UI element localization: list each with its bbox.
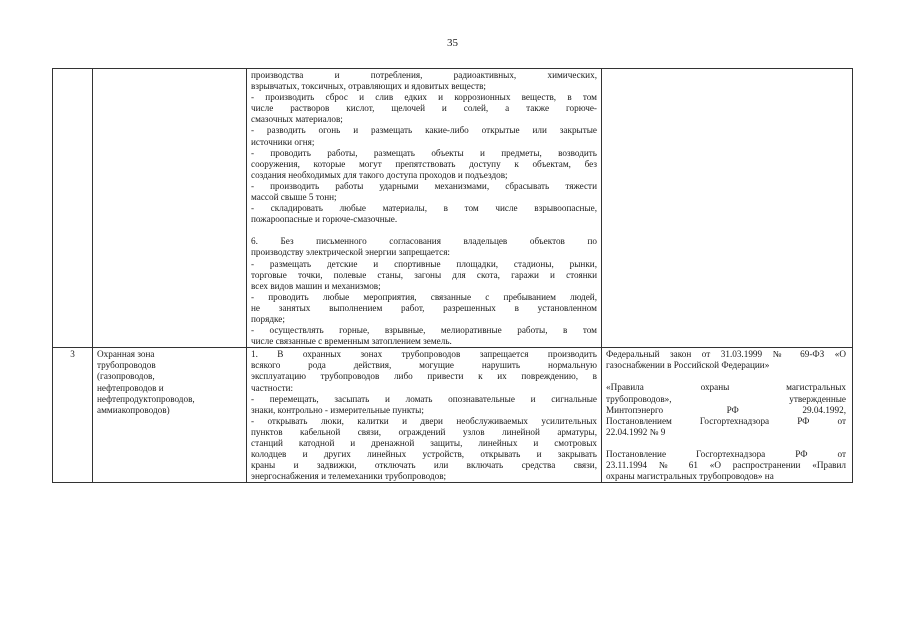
row-number-cell: 3 bbox=[53, 348, 93, 483]
row-number-cell bbox=[53, 69, 93, 348]
text-line: числе связанные с временным затоплением земель. bbox=[251, 336, 452, 347]
text-line: сооружения, которые могут препятствовать доступу к объектам, без bbox=[251, 158, 597, 169]
legal-source-cell bbox=[602, 348, 853, 483]
text-line: аммиакопроводов) bbox=[97, 404, 170, 415]
text-line: пунктов кабельной связи, ограждений узлов линейной арматуры, bbox=[251, 426, 597, 437]
text-line: торговые точки, полевые станы, загоны для скота, гаражи и стоянки bbox=[251, 269, 597, 280]
text-line: Охранная зона bbox=[97, 349, 155, 360]
text-line: производства и потребления, радиоактивных, химических, bbox=[251, 70, 597, 80]
text-line: - разводить огонь и размещать какие-либо открытые или закрытые bbox=[251, 125, 597, 136]
text-line: источники огня; bbox=[251, 136, 315, 147]
text-line: - перемещать, засыпать и ломать опознавательные и сигнальные bbox=[251, 393, 597, 404]
text-line: - размещать детские и спортивные площадки, стадионы, рынки, bbox=[251, 258, 597, 269]
text-line: «Правила охраны магистральных bbox=[606, 382, 846, 393]
text-line: нефтепроводов и bbox=[97, 382, 164, 393]
text-line: (газопроводов, bbox=[97, 371, 155, 382]
text-line: краны и задвижки, отключать или включать средства связи, bbox=[251, 460, 597, 471]
legal-source-cell bbox=[602, 69, 853, 348]
regulations-table bbox=[52, 68, 853, 483]
text-line: - осуществлять горные, взрывные, мелиоративные работы, в том bbox=[251, 325, 597, 336]
restrictions-cell bbox=[247, 69, 602, 348]
text-line bbox=[251, 225, 597, 236]
text-line: станций катодной и дренажной защиты, линейных и смотровых bbox=[251, 438, 597, 448]
text-line: знаки, контрольно - измерительные пункты; bbox=[251, 404, 424, 415]
text-line: всякого рода действия, могущие нарушить нормальную bbox=[251, 360, 597, 371]
text-line: числе растворов кислот, щелочей и солей, а также горюче- bbox=[251, 103, 597, 114]
table-row-continued bbox=[53, 69, 853, 348]
zone-name-cell bbox=[93, 69, 247, 348]
text-line: Постановление Госгортехнадзора РФ от bbox=[606, 448, 846, 459]
text-line: Федеральный закон от 31.03.1999 № 69-ФЗ «О bbox=[606, 349, 846, 360]
text-line: всех видов машин и механизмов; bbox=[251, 280, 381, 291]
text-line: производству электрической энергии запрещается: bbox=[251, 247, 450, 258]
text-line: нефтепродуктопроводов, bbox=[97, 393, 195, 404]
text-line: Минтопэнерго РФ 29.04.1992, bbox=[606, 404, 846, 415]
zone-name-cell bbox=[93, 348, 247, 483]
text-line: частности: bbox=[251, 382, 294, 393]
text-line: - открывать люки, калитки и двери необслуживаемых усилительных bbox=[251, 415, 597, 426]
text-line: 23.11.1994 № 61 «О распространении «Правил bbox=[606, 460, 846, 470]
text-line: массой свыше 5 тонн; bbox=[251, 192, 337, 203]
text-line: создания необходимых для такого доступа проходов и подъездов; bbox=[251, 169, 508, 180]
text-line bbox=[606, 438, 846, 449]
text-line: охраны магистральных трубопроводов» на bbox=[606, 471, 774, 482]
text-line: взрывчатых, токсичных, отравляющих и ядовитых веществ; bbox=[251, 81, 486, 92]
restrictions-cell bbox=[247, 348, 602, 483]
text-line: не занятых выполнением работ, разрешенных в установленном bbox=[251, 302, 597, 313]
text-line: - производить сброс и слив едких и коррозионных веществ, в том bbox=[251, 92, 597, 103]
text-line: энергоснабжения и телемеханики трубопроводов; bbox=[251, 471, 447, 482]
text-line: колодцев и других линейных устройств, открывать и закрывать bbox=[251, 449, 597, 460]
text-line: - складировать любые материалы, в том числе взрывоопасные, bbox=[251, 203, 597, 214]
text-line: Постановлением Госгортехнадзора РФ от bbox=[606, 415, 846, 426]
text-line: газоснабжении в Российской Федерации» bbox=[606, 360, 770, 371]
table-row-3 bbox=[53, 348, 853, 483]
text-line bbox=[606, 371, 846, 382]
page-number: 35 bbox=[447, 37, 458, 49]
text-line: - производить работы ударными механизмами, сбрасывать тяжести bbox=[251, 180, 597, 191]
text-line: 6. Без письменного согласования владельцев объектов по bbox=[251, 236, 597, 247]
text-line: - проводить работы, размещать объекты и предметы, возводить bbox=[251, 147, 597, 158]
text-line: 22.04.1992 № 9 bbox=[606, 426, 666, 437]
text-line: 1. В охранных зонах трубопроводов запрещается производить bbox=[251, 349, 597, 360]
text-line: трубопроводов bbox=[97, 360, 156, 371]
text-line: эксплуатацию трубопроводов либо привести к их повреждению, в bbox=[251, 371, 597, 382]
text-line: - проводить любые мероприятия, связанные с пребыванием людей, bbox=[251, 291, 597, 302]
text-line: порядке; bbox=[251, 313, 285, 324]
text-line: пожароопасные и горюче-смазочные. bbox=[251, 214, 398, 225]
text-line: смазочных материалов; bbox=[251, 114, 343, 125]
text-line: трубопроводов», утвержденные bbox=[606, 393, 846, 404]
